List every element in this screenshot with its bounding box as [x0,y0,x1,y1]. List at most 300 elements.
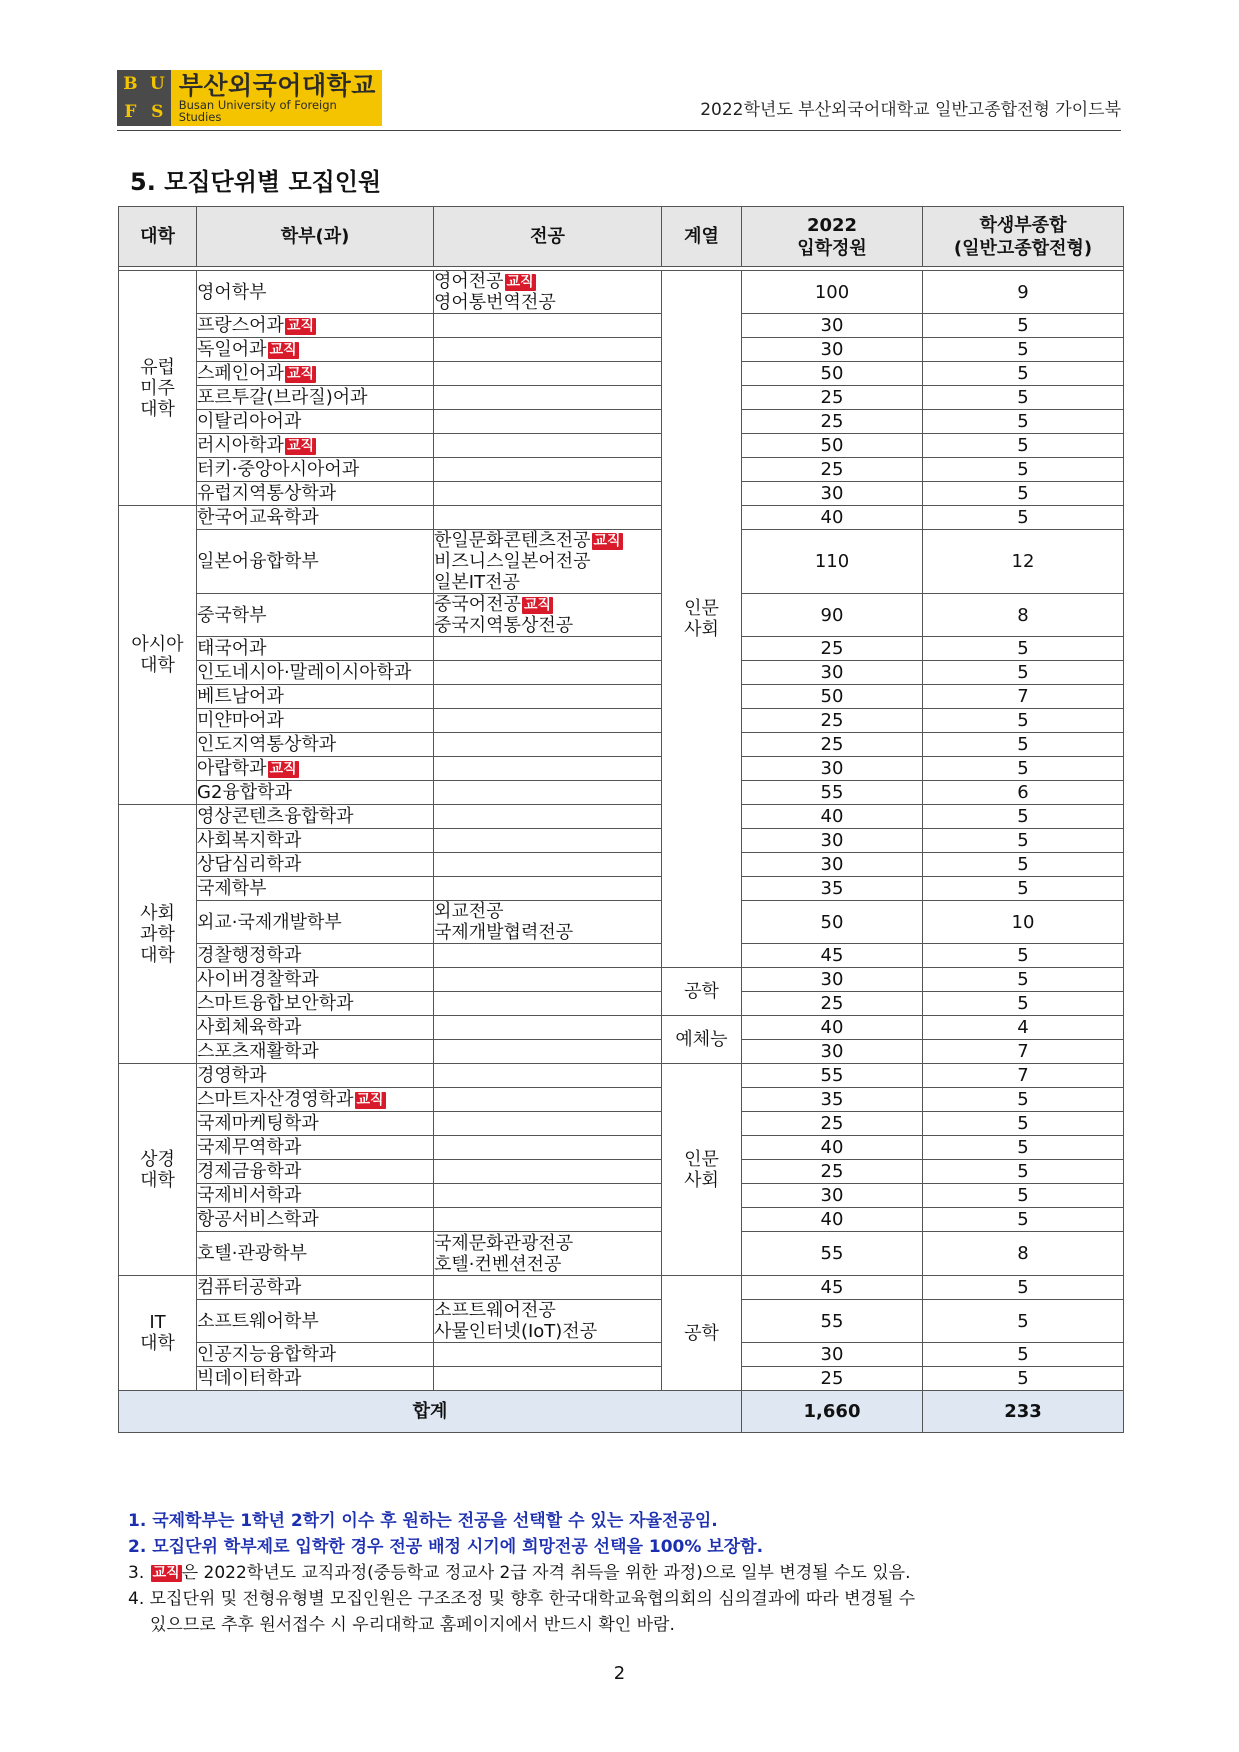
dept-name: 중국학부 [197,604,267,626]
selection-value: 5 [1017,734,1029,755]
table-row [119,685,1124,709]
table-row [119,757,1124,781]
selection-cell [923,1112,1124,1136]
logo-letter: S [151,102,164,122]
quota-value: 30 [820,1185,844,1206]
major-line [434,271,661,292]
dept-cell [197,661,434,685]
selection-cell [923,506,1124,530]
quota-cell [742,805,923,829]
college-name-line: 사회 [140,902,175,924]
quota-value: 30 [820,969,844,990]
college-name-line: IT [149,1312,166,1333]
logo-letter: U [149,74,165,94]
quota-value: 40 [820,806,844,827]
series-name-line: 인문 [684,598,719,619]
selection-cell [923,757,1124,781]
selection-value: 5 [1017,969,1029,990]
note-1: 1. 국제학부는 1학년 2학기 이수 후 원하는 전공을 선택할 수 있는 자율전공임. [128,1511,718,1531]
quota-value: 25 [820,387,844,408]
major-cell [434,1016,662,1040]
dept-name: 태국어과 [197,638,267,659]
quota-cell [742,1367,923,1391]
selection-value: 5 [1017,1344,1029,1365]
series-cell [662,1064,742,1276]
quota-value: 55 [820,1243,844,1264]
dept-name: 스마트융합보안학과 [197,993,354,1014]
table-body [119,271,1124,1433]
selection-value: 5 [1017,435,1029,456]
major-cell [434,877,662,901]
teaching-badge: 교직 [286,318,315,334]
quota-cell [742,434,923,458]
note-4-continued: 있으므로 추후 원서접수 시 우리대학교 홈페이지에서 반드시 확인 바람. [150,1615,675,1635]
quota-cell [742,1232,923,1276]
major-name: 일본IT전공 [434,572,520,593]
table-row [119,314,1124,338]
selection-value: 5 [1017,483,1029,504]
table-row [119,829,1124,853]
series-name-line: 인문 [684,1148,719,1170]
quota-value: 40 [820,1209,844,1230]
major-cell [434,362,662,386]
dept-name: 스포츠재활학과 [197,1041,319,1062]
selection-cell [923,482,1124,506]
college-name-line: 미주 [140,377,175,399]
major-cell [434,661,662,685]
selection-cell [923,386,1124,410]
table-row [119,1064,1124,1088]
major-line [434,572,661,593]
table-row [119,944,1124,968]
selection-cell [923,1088,1124,1112]
selection-value: 5 [1017,806,1029,827]
table-header-row [119,207,1124,267]
dept-name: 경찰행정학과 [197,945,302,966]
selection-cell [923,709,1124,733]
quota-value: 25 [820,993,844,1014]
college-cell [119,271,197,506]
dept-cell [197,944,434,968]
major-line [434,292,661,313]
dept-name: 일본어융합학부 [197,551,319,572]
dept-cell [197,853,434,877]
dept-name: 베트남어과 [197,686,284,707]
selection-value: 5 [1017,878,1029,899]
table-row [119,1136,1124,1160]
quota-value: 55 [820,1310,844,1332]
major-cell [434,1300,662,1343]
teaching-badge: 교직 [286,438,315,454]
selection-cell [923,530,1124,594]
dept-cell [197,410,434,434]
quota-cell [742,506,923,530]
table-row [119,434,1124,458]
quota-table [118,206,1124,1433]
selection-cell [923,685,1124,709]
major-cell [434,781,662,805]
dept-name: 아랍학과 [197,758,267,779]
major-line [434,1300,661,1321]
quota-value: 50 [820,686,844,707]
major-cell [434,1184,662,1208]
quota-cell [742,1208,923,1232]
quota-cell [742,362,923,386]
quota-cell [742,1300,923,1343]
selection-value: 5 [1017,507,1029,528]
quota-value: 35 [820,1089,844,1110]
selection-value: 6 [1017,782,1029,803]
selection-value: 5 [1017,993,1029,1014]
page-number: 2 [613,1663,626,1684]
dept-cell [197,594,434,637]
major-cell [434,410,662,434]
dept-cell [197,1064,434,1088]
dept-cell [197,1367,434,1391]
major-cell [434,757,662,781]
dept-cell [197,1300,434,1343]
major-name: 중국어전공 [434,594,521,615]
header-divider [117,130,1121,131]
dept-name: 항공서비스학과 [197,1209,319,1230]
selection-value: 5 [1017,1089,1029,1110]
quota-cell [742,1064,923,1088]
table-row [119,853,1124,877]
major-cell [434,1232,662,1276]
selection-cell [923,733,1124,757]
total-label: 합계 [119,1391,742,1433]
selection-cell [923,1208,1124,1232]
quota-cell [742,901,923,944]
quota-cell [742,661,923,685]
table-row [119,637,1124,661]
logo-letter: F [124,102,137,122]
table-row [119,805,1124,829]
series-name: 공학 [684,1322,719,1344]
section-title: 5. 모집단위별 모집인원 [130,168,382,196]
quota-value: 30 [820,662,844,683]
selection-cell [923,362,1124,386]
teaching-badge: 교직 [269,342,297,358]
selection-cell [923,944,1124,968]
major-cell [434,733,662,757]
major-cell [434,685,662,709]
major-name: 한일문화콘텐츠전공 [434,530,591,551]
major-line [434,594,661,615]
major-cell [434,1088,662,1112]
dept-name: 호텔·관광학부 [197,1243,308,1264]
quota-value: 25 [820,459,844,480]
quota-cell [742,530,923,594]
selection-value: 5 [1017,1161,1029,1182]
selection-cell [923,410,1124,434]
major-name: 호텔·컨벤션전공 [434,1253,562,1275]
major-cell [434,1112,662,1136]
quota-cell [742,992,923,1016]
quota-cell [742,271,923,314]
major-cell [434,1160,662,1184]
table-row [119,1088,1124,1112]
dept-name: 인공지능융합학과 [197,1344,337,1365]
selection-value: 5 [1017,387,1029,408]
dept-cell [197,271,434,314]
dept-name: 국제무역학과 [197,1137,302,1158]
selection-cell [923,829,1124,853]
selection-cell [923,805,1124,829]
college-name-line: 아시아 [131,634,184,655]
dept-cell [197,709,434,733]
table-row [119,733,1124,757]
total-selection: 233 [923,1391,1124,1433]
quota-cell [742,685,923,709]
major-cell [434,944,662,968]
quota-cell [742,637,923,661]
selection-cell [923,992,1124,1016]
table-row [119,506,1124,530]
teaching-badge: 교직 [506,274,534,290]
major-name: 사물인터넷(IoT)전공 [434,1321,598,1342]
note-3-number: 3. [128,1563,145,1583]
major-cell [434,637,662,661]
selection-value: 7 [1017,686,1029,707]
major-cell [434,594,662,637]
header-quota-line: 2022 [806,214,858,236]
major-name: 소프트웨어전공 [434,1300,556,1321]
selection-value: 5 [1017,315,1029,336]
quota-value: 30 [820,758,844,779]
quota-cell [742,338,923,362]
quota-value: 30 [820,1041,844,1062]
dept-cell [197,506,434,530]
selection-value: 8 [1017,1243,1029,1264]
major-cell [434,338,662,362]
selection-value: 7 [1017,1065,1029,1086]
dept-name: 한국어교육학과 [197,507,319,528]
dept-cell [197,1343,434,1367]
selection-cell [923,458,1124,482]
major-cell [434,1343,662,1367]
selection-cell [923,271,1124,314]
selection-cell [923,661,1124,685]
major-name: 국제개발협력전공 [434,922,574,943]
major-cell [434,530,662,594]
table-row [119,386,1124,410]
quota-value: 40 [820,507,844,528]
teaching-badge: 교직 [523,597,552,613]
college-name-line: 대학 [140,944,175,966]
selection-value: 4 [1017,1017,1029,1038]
teaching-badge: 교직 [152,1565,180,1581]
table-row [119,901,1124,944]
major-name: 중국지역통상전공 [434,615,574,636]
major-cell [434,709,662,733]
dept-cell [197,781,434,805]
major-line [434,615,661,636]
major-line [434,551,661,572]
major-name: 영어통번역전공 [434,292,556,313]
quota-cell [742,1184,923,1208]
table-row [119,992,1124,1016]
table-row [119,661,1124,685]
quota-cell [742,1136,923,1160]
table-row [119,1367,1124,1391]
document-header-title: 2022학년도 부산외국어대학교 일반고종합전형 가이드북 [700,100,1121,120]
selection-value: 5 [1017,1277,1029,1298]
table-row [119,1160,1124,1184]
quota-value: 90 [820,604,844,626]
major-line [434,901,661,922]
university-logo [117,70,382,126]
quota-cell [742,733,923,757]
table-row [119,1300,1124,1343]
header-quota-line: 입학정원 [797,237,867,259]
selection-cell [923,314,1124,338]
quota-value: 45 [820,1277,844,1298]
selection-cell [923,637,1124,661]
dept-name: 이탈리아어과 [197,411,302,432]
selection-value: 9 [1017,281,1029,303]
college-name-line: 대학 [140,398,175,420]
dept-name: 프랑스어과 [197,315,284,336]
quota-value: 40 [820,1017,844,1038]
selection-value: 5 [1017,459,1029,480]
college-cell [119,805,197,1064]
quota-value: 25 [820,734,844,755]
quota-value: 25 [820,710,844,731]
quota-value: 30 [820,315,844,336]
selection-value: 5 [1017,854,1029,875]
table-row [119,362,1124,386]
quota-cell [742,709,923,733]
major-line [434,1233,661,1254]
dept-name: 터키·중앙아시아어과 [197,459,360,480]
quota-value: 25 [820,638,844,659]
dept-cell [197,458,434,482]
table-row [119,482,1124,506]
dept-name: 스페인어과 [197,363,284,384]
selection-value: 5 [1017,945,1029,966]
dept-cell [197,829,434,853]
notes [128,1508,1128,1638]
dept-name: 상담심리학과 [197,854,302,875]
major-cell [434,853,662,877]
selection-value: 5 [1017,1368,1029,1389]
quota-value: 30 [820,830,844,851]
selection-value: 5 [1017,830,1029,851]
dept-name: 경영학과 [197,1065,267,1086]
major-line [434,1321,661,1342]
dept-name: 국제학부 [197,878,267,899]
dept-name: 인도지역통상학과 [197,734,337,755]
selection-value: 5 [1017,1209,1029,1230]
dept-cell [197,1088,434,1112]
quota-value: 35 [820,878,844,899]
selection-value: 5 [1017,1185,1029,1206]
major-line [434,530,661,551]
dept-cell [197,362,434,386]
dept-name: 소프트웨어학부 [197,1310,319,1332]
major-cell [434,482,662,506]
table-row [119,271,1124,314]
quota-cell [742,968,923,992]
selection-value: 5 [1017,363,1029,384]
quota-cell [742,1016,923,1040]
table-row [119,1040,1124,1064]
quota-value: 30 [820,1344,844,1365]
header-selection [923,207,1124,267]
selection-cell [923,1232,1124,1276]
dept-name: 국제마케팅학과 [197,1113,319,1134]
quota-cell [742,594,923,637]
table-row [119,338,1124,362]
table-row [119,1232,1124,1276]
dept-cell [197,314,434,338]
selection-value: 8 [1017,604,1029,626]
quota-value: 25 [820,1113,844,1134]
selection-cell [923,1064,1124,1088]
selection-cell [923,1367,1124,1391]
major-cell [434,1367,662,1391]
major-line [434,1254,661,1275]
selection-value: 5 [1017,710,1029,731]
selection-cell [923,434,1124,458]
header-college: 대학 [119,207,197,267]
selection-value: 12 [1011,551,1035,572]
selection-value: 5 [1017,1137,1029,1158]
major-cell [434,458,662,482]
quota-cell [742,314,923,338]
selection-value: 5 [1017,411,1029,432]
selection-value: 7 [1017,1041,1029,1062]
college-name-line: 유럽 [140,356,175,378]
teaching-badge: 교직 [356,1092,384,1108]
logo-emblem [117,70,171,126]
total-quota: 1,660 [742,1391,923,1433]
dept-name: 포르투갈(브라질)어과 [197,387,368,408]
quota-value: 110 [814,551,850,572]
dept-cell [197,901,434,944]
dept-cell [197,805,434,829]
dept-cell [197,338,434,362]
major-line [434,922,661,943]
major-cell [434,386,662,410]
major-cell [434,1276,662,1300]
selection-cell [923,1184,1124,1208]
quota-cell [742,1343,923,1367]
logo-english-name: Busan University of Foreign Studies [178,98,337,125]
header-selection-line: (일반고종합전형) [953,237,1093,259]
header-dept: 학부(과) [197,207,434,267]
series-cell [662,1276,742,1391]
dept-cell [197,1016,434,1040]
dept-cell [197,1040,434,1064]
selection-cell [923,853,1124,877]
series-cell [662,968,742,1016]
header-selection-line: 학생부종합 [979,214,1067,236]
dept-cell [197,757,434,781]
table-row [119,458,1124,482]
major-cell [434,1136,662,1160]
quota-value: 55 [820,782,844,803]
quota-value: 40 [820,1137,844,1158]
selection-value: 5 [1017,339,1029,360]
college-cell [119,1064,197,1276]
quota-cell [742,1112,923,1136]
major-name: 비즈니스일본어전공 [434,551,591,572]
selection-value: 5 [1017,1310,1029,1332]
selection-cell [923,968,1124,992]
logo-korean-name: 부산외국어대학교 [178,70,376,100]
